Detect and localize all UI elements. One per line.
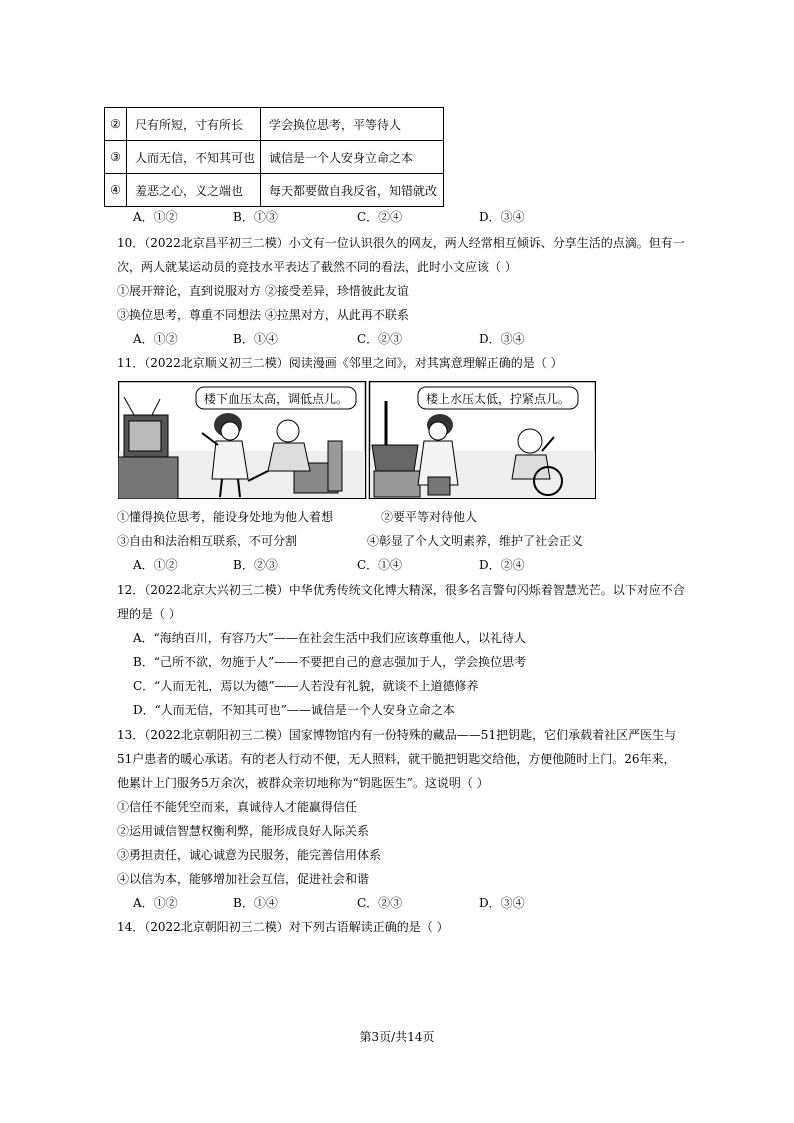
q11-option-a[interactable]: A．①② bbox=[133, 558, 178, 572]
q13-statement-3: ③勇担责任，诚心诚意为民服务，能完善信用体系 bbox=[117, 848, 382, 862]
q12-stem-line1: 12．（2022北京大兴初三二模）中华优秀传统文化博大精深，很多名言警句闪烁着智慧光芒。以下对应不合 bbox=[117, 583, 685, 597]
table-cell-num: ② bbox=[105, 108, 127, 141]
q9-options bbox=[133, 209, 653, 225]
q14-stem: 14．（2022北京朝阳初三二模）对下列古语解读正确的是（ ） bbox=[117, 920, 449, 934]
q13-stem-line2: 51户患者的暖心承诺。有的老人行动不便，无人照料，就干脆把钥匙交给他，方便他随时上门。26年来， bbox=[117, 752, 676, 766]
q11-statement-2: ②要平等对待他人 bbox=[381, 510, 478, 524]
table-cell-saying: 人而无信，不知其可也 bbox=[127, 141, 261, 174]
q13-option-b[interactable]: B．①④ bbox=[233, 896, 278, 910]
q13-option-c[interactable]: C．②③ bbox=[357, 896, 403, 910]
q10-statements-2: ③换位思考，尊重不同想法 ④拉黑对方，从此再不联系 bbox=[117, 308, 409, 322]
q13-option-d[interactable]: D．③④ bbox=[479, 896, 525, 910]
q10-stem-line1: 10．（2022北京昌平初三二模）小文有一位认识很久的网友，两人经常相互倾诉、分享生活的点滴。但有一 bbox=[117, 236, 685, 250]
q12-choice-b[interactable]: B．“己所不欲，勿施于人”——不要把自己的意志强加于人，学会换位思考 bbox=[133, 655, 527, 669]
q10-options bbox=[133, 331, 653, 347]
q9-option-a[interactable]: A．①② bbox=[133, 210, 178, 224]
table-row bbox=[105, 174, 444, 207]
q13-option-a[interactable]: A．①② bbox=[133, 896, 178, 910]
saying-table bbox=[104, 107, 444, 207]
q10-option-b[interactable]: B．①④ bbox=[233, 332, 278, 346]
q11-options bbox=[133, 557, 653, 573]
table-row bbox=[105, 141, 444, 174]
page-footer: 第3页/共14页 bbox=[359, 1030, 435, 1044]
table-cell-meaning: 诚信是一个人安身立命之本 bbox=[261, 141, 444, 174]
table-cell-saying: 尺有所短，寸有所长 bbox=[127, 108, 261, 141]
q9-option-c[interactable]: C．②④ bbox=[357, 210, 403, 224]
q12-choice-d[interactable]: D．“人而无信，不知其可也”——诚信是一个人安身立命之本 bbox=[133, 703, 455, 717]
q11-statement-3: ③自由和法治相互联系，不可分割 bbox=[117, 534, 298, 548]
q10-statements-1: ①展开辩论，直到说服对方 ②接受差异，珍惜彼此友谊 bbox=[117, 284, 409, 298]
q10-option-a[interactable]: A．①② bbox=[133, 332, 178, 346]
q13-statement-2: ②运用诚信智慧权衡利弊，能形成良好人际关系 bbox=[117, 824, 370, 838]
comic-bubble-left: 楼下血压太高，调低点儿。 bbox=[204, 392, 349, 406]
q13-stem-line1: 13．（2022北京朝阳初三二模）国家博物馆内有一份特殊的藏品——51把钥匙，它们承载着社区严医生与 bbox=[117, 728, 677, 742]
table-row bbox=[105, 108, 444, 141]
neighbors-comic bbox=[118, 381, 596, 499]
q13-stem-line3: 他累计上门服务5万余次，被群众亲切地称为“钥匙医生”。这说明（ ） bbox=[117, 776, 489, 790]
q12-stem-line2: 理的是（ ） bbox=[117, 607, 181, 621]
q11-option-c[interactable]: C．①④ bbox=[357, 558, 403, 572]
table-cell-saying: 羞恶之心，义之端也 bbox=[127, 174, 261, 207]
q9-option-d[interactable]: D．③④ bbox=[479, 210, 525, 224]
q13-options bbox=[133, 895, 653, 911]
q11-option-b[interactable]: B．②③ bbox=[233, 558, 278, 572]
table-cell-meaning: 学会换位思考，平等待人 bbox=[261, 108, 444, 141]
table-cell-meaning: 每天都要做自我反省，知错就改 bbox=[261, 174, 444, 207]
q11-statement-1: ①懂得换位思考，能设身处地为他人着想 bbox=[117, 510, 334, 524]
q10-option-d[interactable]: D．③④ bbox=[479, 332, 525, 346]
q11-stem: 11．（2022北京顺义初三二模）阅读漫画《邻里之间》，对其寓意理解正确的是（ ） bbox=[117, 356, 563, 370]
q12-choice-c[interactable]: C．“人而无礼，焉以为德”——人若没有礼貌，就谈不上道德修养 bbox=[133, 679, 479, 693]
q9-option-b[interactable]: B．①③ bbox=[233, 210, 278, 224]
q11-option-d[interactable]: D．②④ bbox=[479, 558, 525, 572]
q12-choice-a[interactable]: A．“海纳百川，有容乃大”——在社会生活中我们应该尊重他人，以礼待人 bbox=[133, 631, 526, 645]
table-cell-num: ③ bbox=[105, 141, 127, 174]
q10-stem-line2: 次，两人就某运动员的竞技水平表达了截然不同的看法，此时小文应该（ ） bbox=[117, 260, 517, 274]
table-cell-num: ④ bbox=[105, 174, 127, 207]
q13-statement-1: ①信任不能凭空而来，真诚待人才能赢得信任 bbox=[117, 800, 358, 814]
q13-statement-4: ④以信为本，能够增加社会互信，促进社会和谐 bbox=[117, 872, 370, 886]
q11-statement-4: ④彰显了个人文明素养，维护了社会正义 bbox=[367, 534, 584, 548]
q10-option-c[interactable]: C．②③ bbox=[357, 332, 403, 346]
comic-bubble-right: 楼上水压太低，拧紧点儿。 bbox=[426, 392, 571, 406]
